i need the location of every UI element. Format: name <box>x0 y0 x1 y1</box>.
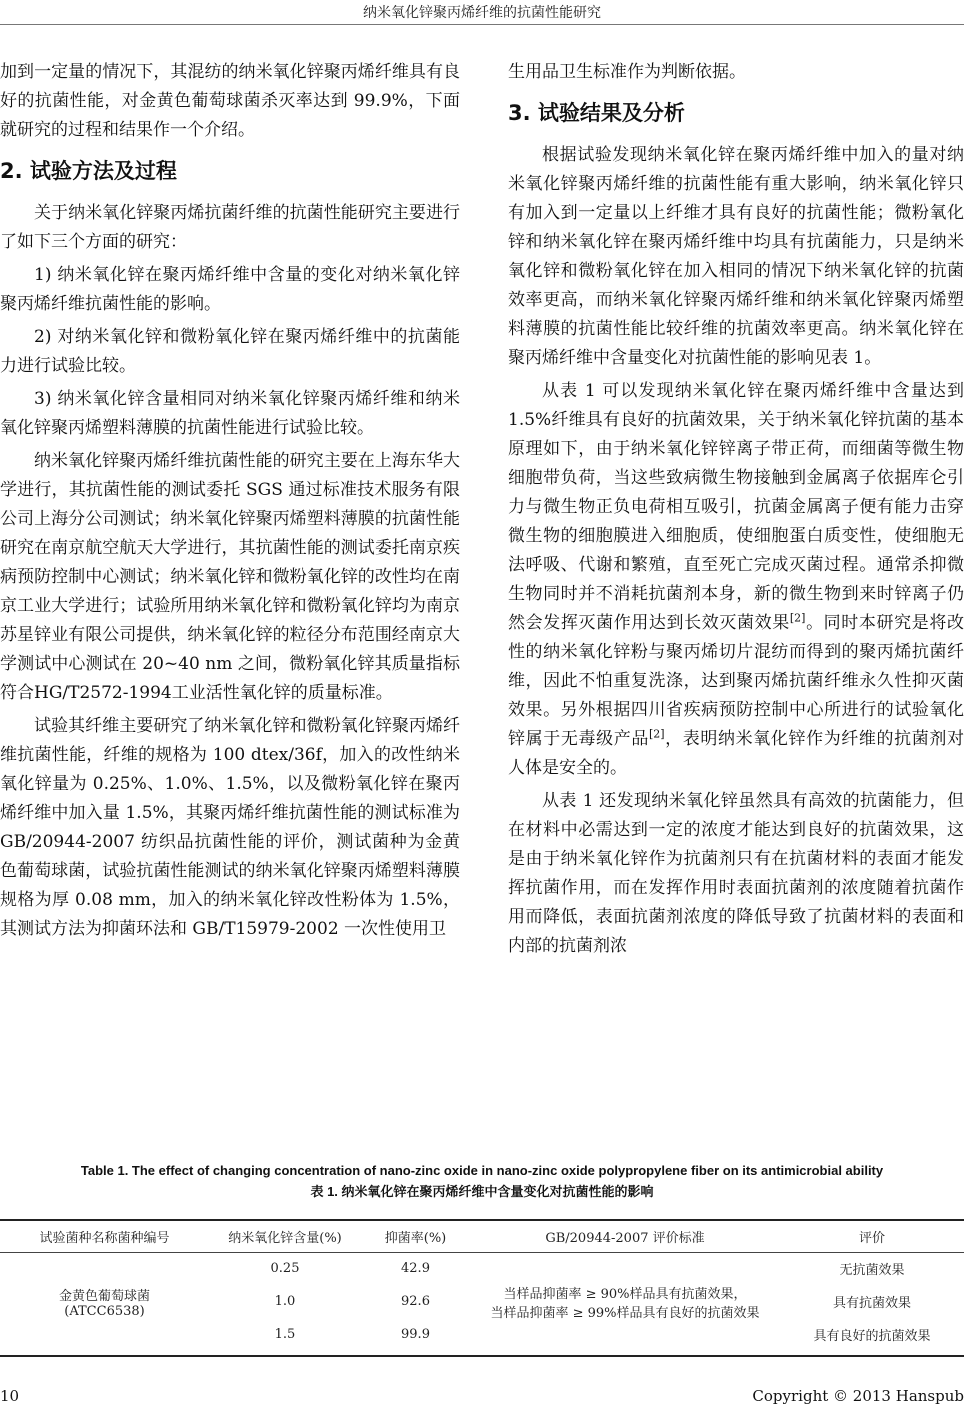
list-item: 1) 纳米氧化锌在聚丙烯纤维中含量的变化对纳米氧化锌聚丙烯纤维抗菌性能的影响。 <box>0 265 460 314</box>
table-header-row <box>0 1221 964 1252</box>
table-caption <box>0 1160 964 1202</box>
header-divider <box>0 24 964 25</box>
content-cell: 1.0 <box>274 1294 296 1309</box>
paragraph <box>508 377 964 783</box>
column-header: 评价 <box>858 1231 885 1246</box>
strain-cell <box>0 1252 209 1351</box>
paragraph: 关于纳米氧化锌聚丙烯抗菌纤维的抗菌性能研究主要进行了如下三个方面的研究： <box>0 203 460 252</box>
column-header: 纳米氧化锌含量(%) <box>228 1231 342 1246</box>
running-header: 纳米氧化锌聚丙烯纤维的抗菌性能研究 <box>363 5 601 21</box>
paragraph: 纳米氧化锌聚丙烯纤维抗菌性能的研究主要在上海东华大学进行，其抗菌性能的测试委托 SGS 通过标准技术服务有限公司上海分公司测试；纳米氧化锌聚丙烯塑料薄膜的抗菌性能研究在南京航空航天大学进行，其抗菌性能的测试委托南京疾病预防控制中心测试；纳米氧化锌和微粉氧化锌的改性均在南京工业大学进行；试验所用纳米氧化锌和微粉氧化锌均为南京苏星锌业有限公司提供，纳米氧化锌的粒径分布范围经南京大学测试中心测试在 20~40 nm 之间，微粉氧化锌其质量指标符合HG/T2572-1994工业活性氧化锌的质量标准。 <box>0 451 460 703</box>
strain-code: (ATCC6538) <box>64 1303 145 1319</box>
section-heading: 3. 试验结果及分析 <box>508 101 685 125</box>
table-row <box>0 1252 964 1285</box>
paragraph-text: 从表 1 可以发现纳米氧化锌在聚丙烯纤维中含量达到 1.5%纤维具有良好的抗菌效果，关于纳米氧化锌抗菌的基本原理如下，由于纳米氧化锌锌离子带正荷，而细菌等微生物细胞带负荷，当这些致病微生物接触到金属离子依据库仑引力与微生物正负电荷相互吸引，抗菌金属离子便有能力击穿微生物的细胞膜进入细胞质，使细胞蛋白质变性，使细胞无法呼吸、代谢和繁殖，直至死亡完成灭菌过程。通常杀抑微生物同时并不消耗抗菌剂本身，新的微生物到来时锌离子仍然会发挥灭菌作用达到长效灭菌效果 <box>508 381 964 633</box>
paragraph-text: ，表明纳米氧化锌作为纤维的抗菌剂对人体是安全的。 <box>508 729 964 778</box>
rate-cell: 92.6 <box>401 1294 430 1309</box>
results-table <box>0 1221 964 1351</box>
paragraph-text: 。同时本研究是将改性的纳米氧化锌粉与聚丙烯切片混纺而得到的聚丙烯抗菌纤维，因此不怕重复洗涤，达到聚丙烯抗菌纤维永久性抑灭菌效果。另外根据四川省疾病预防控制中心所进行的试验氧化锌属于无毒级产品 <box>508 613 964 749</box>
column-header: 抑菌率(%) <box>384 1231 447 1246</box>
column-header: GB/20944-2007 评价标准 <box>545 1231 705 1246</box>
evaluation-cell: 具有良好的抗菌效果 <box>813 1329 931 1344</box>
rate-cell: 99.9 <box>401 1327 430 1342</box>
table-caption-cn: 表 1. 纳米氧化锌在聚丙烯纤维中含量变化对抗菌性能的影响 <box>310 1184 654 1199</box>
standard-cell <box>470 1252 780 1351</box>
rate-cell: 42.9 <box>401 1261 430 1276</box>
evaluation-cell: 无抗菌效果 <box>839 1263 905 1278</box>
copyright: Copyright © 2013 Hanspub <box>752 1387 964 1405</box>
paragraph: 生用品卫生标准作为判断依据。 <box>508 62 746 82</box>
citation-ref[interactable]: [2] <box>648 727 665 741</box>
citation-ref[interactable]: [2] <box>789 611 806 625</box>
content-cell: 0.25 <box>270 1261 300 1276</box>
column-header: 试验菌种名称菌种编号 <box>39 1231 170 1246</box>
table-bottom-rule <box>0 1355 964 1357</box>
list-item: 2) 对纳米氧化锌和微粉氧化锌在聚丙烯纤维中的抗菌能力进行试验比较。 <box>0 327 460 376</box>
right-column <box>508 58 964 965</box>
paragraph: 根据试验发现纳米氧化锌在聚丙烯纤维中加入的量对纳米氧化锌聚丙烯纤维的抗菌性能有重大影响，纳米氧化锌只有加入到一定量以上纤维才具有良好的抗菌性能；微粉氧化锌和纳米氧化锌在聚丙烯纤维中均具有抗菌能力，只是纳米氧化锌和微粉氧化锌在加入相同的情况下纳米氧化锌的抗菌效率更高，而纳米氧化锌聚丙烯纤维和纳米氧化锌聚丙烯塑料薄膜的抗菌性能比较纤维的抗菌效率更高。纳米氧化锌在聚丙烯纤维中含量变化对抗菌性能的影响见表 1。 <box>508 145 964 368</box>
content-cell: 1.5 <box>274 1327 296 1342</box>
page-number: 10 <box>0 1387 20 1405</box>
left-column <box>0 58 460 948</box>
evaluation-cell: 具有抗菌效果 <box>832 1296 911 1311</box>
list-item: 3) 纳米氧化锌含量相同对纳米氧化锌聚丙烯纤维和纳米氧化锌聚丙烯塑料薄膜的抗菌性能进行试验比较。 <box>0 389 460 438</box>
standard-line: 当样品抑菌率 ≥ 90%样品具有抗菌效果， <box>503 1286 747 1302</box>
table-caption-en: Table 1. The effect of changing concentration of nano-zinc oxide in nano-zinc oxide polypropylene fiber on its antimicrobial ability <box>80 1163 884 1178</box>
section-heading: 2. 试验方法及过程 <box>0 159 177 183</box>
paragraph: 加到一定量的情况下，其混纺的纳米氧化锌聚丙烯纤维具有良好的抗菌性能，对金黄色葡萄球菌杀灭率达到 99.9%，下面就研究的过程和结果作一个介绍。 <box>0 62 460 140</box>
paragraph: 试验其纤维主要研究了纳米氧化锌和微粉氧化锌聚丙烯纤维抗菌性能，纤维的规格为 100 dtex/36f，加入的改性纳米氧化锌量为 0.25%、1.0%、1.5%，以及微粉氧化锌在聚丙烯纤维中加入量 1.5%，其聚丙烯纤维抗菌性能的测试标准为 GB/20944-2007 纺织品抗菌性能的评价，测试菌种为金黄色葡萄球菌，试验抗菌性能测试的纳米氧化锌聚丙烯塑料薄膜规格为厚 0.08 mm，加入的纳米氧化锌改性粉体为 1.5%，其测试方法为抑菌环法和 GB/T15979-2002 一次性使用卫 <box>0 716 460 939</box>
paragraph: 从表 1 还发现纳米氧化锌虽然具有高效的抗菌能力，但在材料中必需达到一定的浓度才能达到良好的抗菌效果，这是由于纳米氧化锌作为抗菌剂只有在抗菌材料的表面才能发挥抗菌作用，而在发挥作用时表面抗菌剂的浓度随着抗菌作用而降低，表面抗菌剂浓度的降低导致了抗菌材料的表面和内部的抗菌剂浓 <box>508 791 964 956</box>
strain-name: 金黄色葡萄球菌 <box>58 1288 150 1304</box>
standard-line: 当样品抑菌率 ≥ 99%样品具有良好的抗菌效果 <box>490 1305 760 1321</box>
